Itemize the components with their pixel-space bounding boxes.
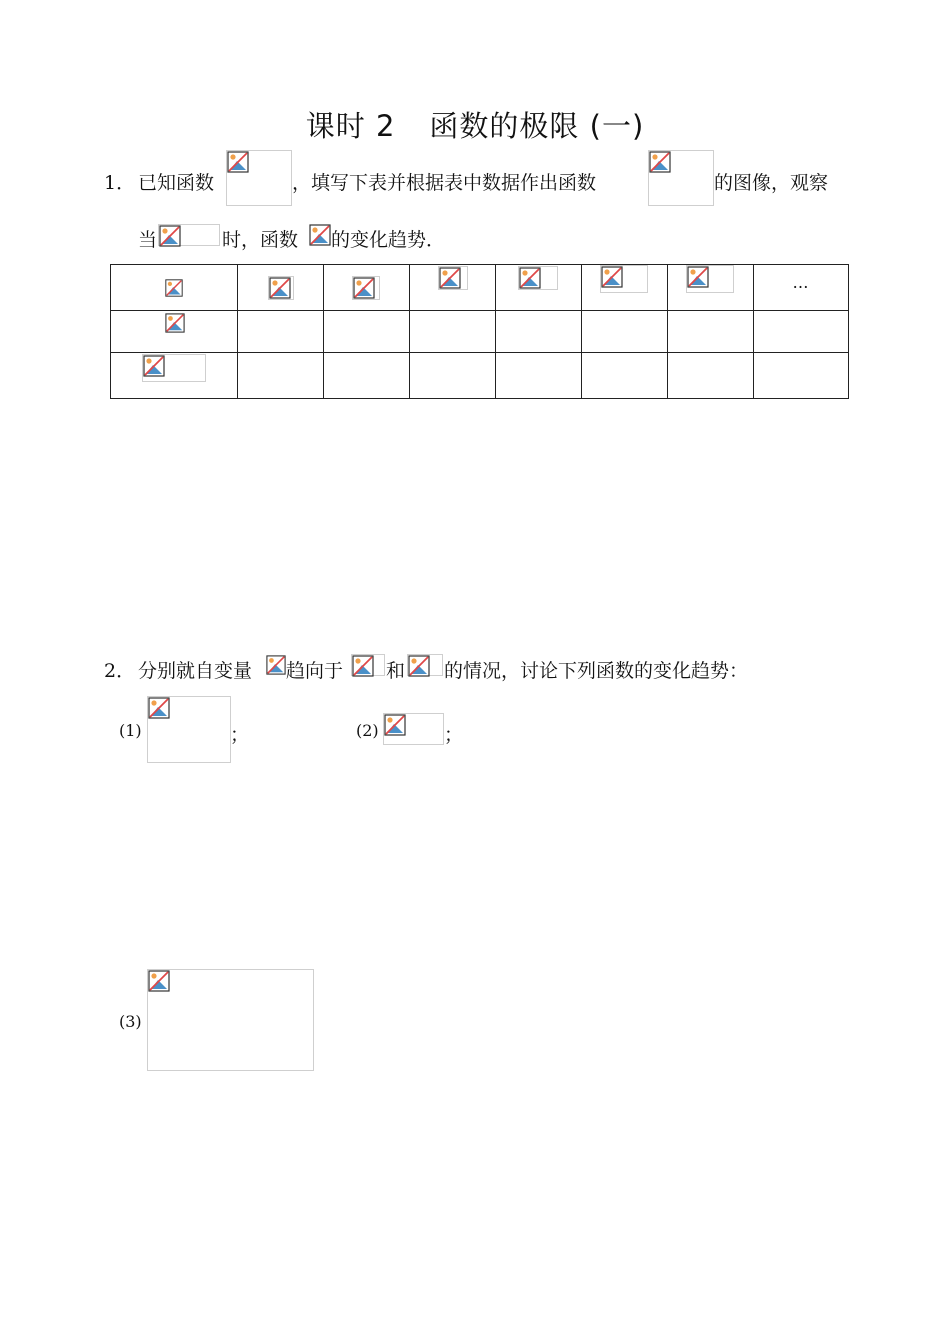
table-cell <box>496 265 582 311</box>
q2-text-2: 趋向于 <box>286 660 344 682</box>
table-cell <box>668 265 754 311</box>
q2-text-3: 和 <box>386 660 406 682</box>
fx-label-image <box>165 312 185 336</box>
table-cell <box>324 353 410 399</box>
q2-text-1: 分别就自变量 <box>138 660 253 682</box>
table-cell <box>410 265 496 311</box>
table-cell <box>111 311 238 353</box>
table-cell <box>582 311 668 353</box>
page-title <box>0 104 950 145</box>
broken-image-icon <box>649 151 671 173</box>
part-2-function-image <box>383 713 444 745</box>
q2-x-image <box>266 654 286 676</box>
ellipsis: … <box>792 273 810 292</box>
q1-function-image <box>226 150 292 206</box>
broken-image-icon <box>159 225 181 247</box>
q1-text-3: 的图像，观察 <box>714 172 829 194</box>
q1-text-2: ，填写下表并根据表中数据作出函数 <box>292 172 597 194</box>
broken-image-icon <box>143 355 165 377</box>
table-cell <box>410 311 496 353</box>
q1-graph-function-image <box>648 150 714 206</box>
x-value-image <box>352 276 380 300</box>
q1-text-6: 的变化趋势． <box>331 229 446 251</box>
broken-image-icon <box>384 714 406 736</box>
q2-neg-inf-image <box>407 654 443 676</box>
table-row <box>111 265 849 311</box>
broken-image-icon <box>148 970 170 992</box>
broken-image-icon <box>353 277 375 299</box>
broken-image-icon <box>687 266 709 288</box>
q1-text-5: 时，函数 <box>222 229 299 251</box>
q2-text-4: 的情况，讨论下列函数的变化趋势： <box>444 660 749 682</box>
table-cell <box>754 265 849 311</box>
broken-image-icon <box>352 655 374 677</box>
table-cell <box>324 311 410 353</box>
broken-image-icon <box>408 655 430 677</box>
x-value-image <box>600 265 648 293</box>
q2-pos-inf-image <box>351 654 385 676</box>
title-topic: 函数的极限 (一) <box>429 109 645 143</box>
broken-image-icon <box>439 267 461 289</box>
part-2-label: (2) <box>356 721 379 740</box>
table-cell <box>111 353 238 399</box>
table-cell <box>582 353 668 399</box>
q1-text-1: 已知函数 <box>138 172 215 194</box>
table-cell <box>324 265 410 311</box>
table-cell <box>111 265 238 311</box>
q2-number: 2． <box>104 660 136 682</box>
x-value-image <box>686 265 734 293</box>
broken-image-icon <box>269 277 291 299</box>
broken-image-icon <box>601 266 623 288</box>
part-3-label: (3) <box>119 1012 142 1031</box>
table-cell <box>496 311 582 353</box>
broken-image-icon <box>309 224 331 246</box>
table-row <box>111 311 849 353</box>
q1-text-4: 当 <box>138 229 158 251</box>
broken-image-icon <box>519 267 541 289</box>
table-cell <box>496 353 582 399</box>
x-value-image <box>438 266 468 290</box>
part-2-semicolon: ； <box>444 724 464 746</box>
table-cell <box>754 311 849 353</box>
table-cell <box>582 265 668 311</box>
table-cell <box>238 265 324 311</box>
table-cell <box>238 353 324 399</box>
broken-image-icon <box>266 654 288 676</box>
table-row <box>111 353 849 399</box>
table-cell <box>668 311 754 353</box>
x-value-image <box>268 276 294 300</box>
broken-image-icon <box>227 151 249 173</box>
table-cell <box>238 311 324 353</box>
broken-image-icon <box>148 697 170 719</box>
part-1-label: (1) <box>119 721 142 740</box>
x-label-image <box>165 277 183 299</box>
value-table <box>110 264 849 399</box>
q1-condition-image <box>158 224 220 246</box>
broken-image-icon <box>165 312 187 334</box>
title-lesson: 课时 2 <box>305 109 396 143</box>
broken-image-icon <box>165 277 187 299</box>
part-3-function-image <box>147 969 314 1071</box>
difference-label-image <box>142 354 206 382</box>
q1-fx-image <box>309 224 331 246</box>
part-1-function-image <box>147 696 231 763</box>
x-value-image <box>518 266 558 290</box>
q1-number: 1． <box>104 172 136 194</box>
part-1-semicolon: ； <box>230 724 250 746</box>
table-cell <box>668 353 754 399</box>
table-cell <box>754 353 849 399</box>
table-cell <box>410 353 496 399</box>
